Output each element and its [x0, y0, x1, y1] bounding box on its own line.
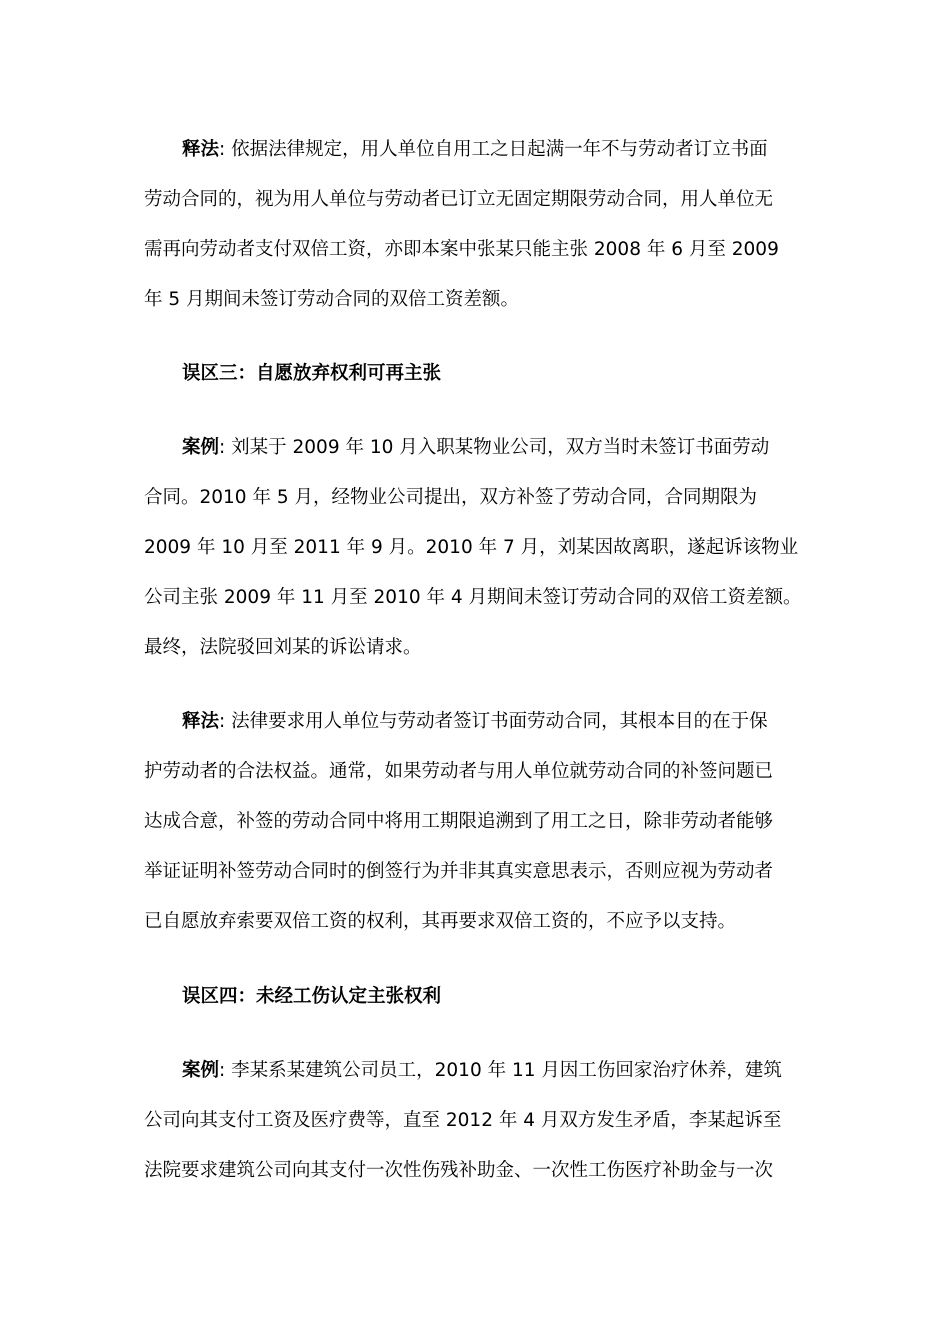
paragraph-label: 释法 [182, 711, 220, 732]
section-heading-misconception-3: 误区三：自愿放弃权利可再主张 [182, 363, 442, 384]
paragraph-label: 释法 [182, 139, 220, 160]
paragraph-label: 案例 [182, 437, 220, 458]
paragraph-interpretation-3: 释法: 法律要求用人单位与劳动者签订书面劳动合同，其根本目的在于保 护劳动者的合法权益。通常，如果劳动者与用人单位就劳动合同的补签问题已 达成合意，补签的劳动合同中将用工期限追溯到了用工之日，除非劳动者能够 举证证明补签劳动合同时的倒签行为并非其真实意思表示，否则应视为劳动者 已自愿放弃索要双倍工资的权利，其再要求双倍工资的，不应予以支持。 [144, 711, 774, 932]
paragraph-interpretation-2: 释法: 依据法律规定，用人单位自用工之日起满一年不与劳动者订立书面 劳动合同的，视为用人单位与劳动者已订立无固定期限劳动合同，用人单位无 需再向劳动者支付双倍工资，亦即本案中张某只能主张 2008 年 6 月至 2009 年 5 月期间未签订劳动合同的双倍工资差额。 [144, 139, 779, 310]
paragraph-label: 案例 [182, 1060, 220, 1081]
paragraph-case-3: 案例: 刘某于 2009 年 10 月入职某物业公司，双方当时未签订书面劳动 合同。2010 年 5 月，经物业公司提出，双方补签了劳动合同，合同期限为 2009 年 10 月至 2011 年 9 月。2010 年 7 月，刘某因故离职，遂起诉该物业 公司主张 2009 年 11 月至 2010 年 4 月期间未签订劳动合同的双倍工资差额。 最终，法院驳回刘某的诉讼请求。 [144, 437, 802, 658]
section-heading-misconception-4: 误区四：未经工伤认定主张权利 [182, 986, 442, 1007]
paragraph-case-4: 案例: 李某系某建筑公司员工，2010 年 11 月因工伤回家治疗休养，建筑 公司向其支付工资及医疗费等，直至 2012 年 4 月双方发生矛盾，李某起诉至 法院要求建筑公司向其支付一次性伤残补助金、一次性工伤医疗补助金与一次 [144, 1060, 782, 1181]
